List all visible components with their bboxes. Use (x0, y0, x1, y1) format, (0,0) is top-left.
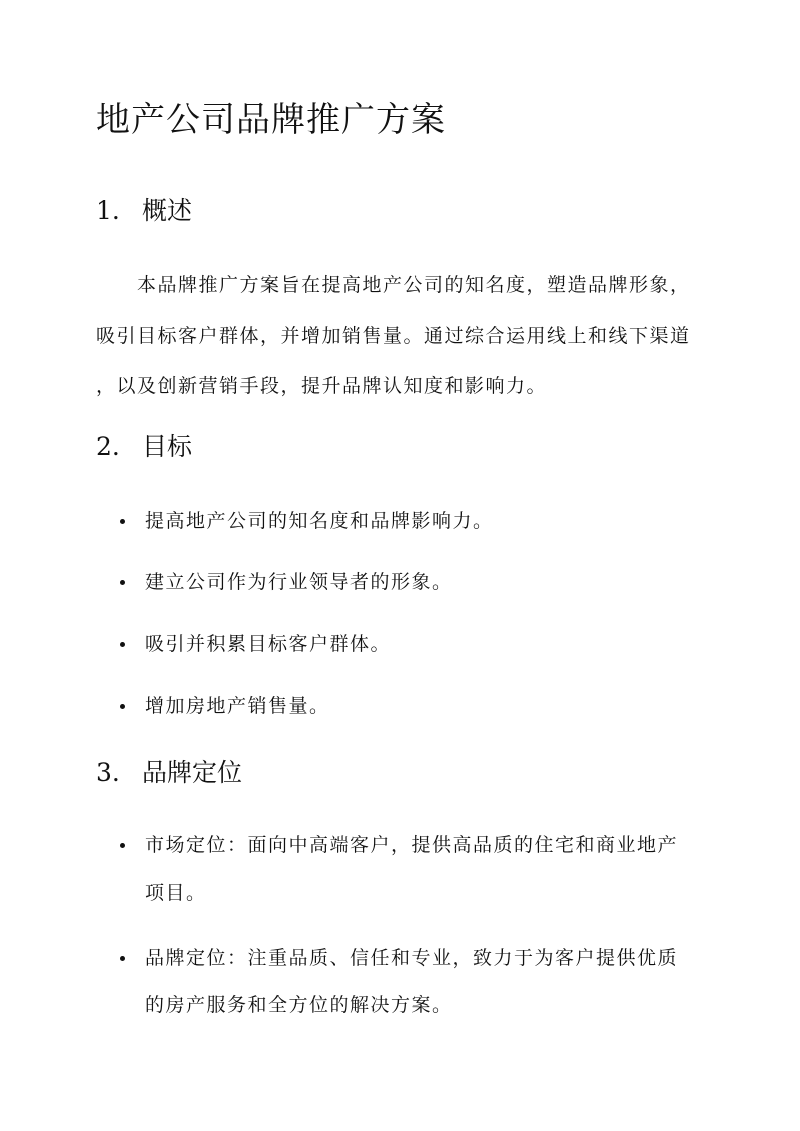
goal-item-4: 增加房地产销售量。 (145, 695, 330, 717)
overview-paragraph-line-3: ，以及创新营销手段，提升品牌认知度和影响力。 (96, 375, 548, 397)
bullet-icon (120, 843, 125, 848)
goal-item-1: 提高地产公司的知名度和品牌影响力。 (145, 510, 494, 532)
section-number: 1. (96, 196, 120, 225)
bullet-icon (120, 519, 125, 524)
goal-item-3: 吸引并积累目标客户群体。 (145, 633, 392, 655)
section-title: 目标 (142, 432, 193, 461)
section-number: 3. (96, 758, 120, 787)
section-heading-goals (96, 430, 192, 464)
section-heading-brand-positioning (96, 756, 242, 790)
section-title: 品牌定位 (142, 758, 243, 787)
bullet-icon (120, 704, 125, 709)
section-number: 2. (96, 432, 120, 461)
document-title: 地产公司品牌推广方案 (96, 100, 446, 140)
section-heading-overview (96, 194, 192, 228)
positioning-item-1-line-2: 项目。 (145, 882, 207, 904)
positioning-item-2-line-2: 的房产服务和全方位的解决方案。 (145, 994, 453, 1016)
positioning-item-1-line-1: 市场定位：面向中高端客户，提供高品质的住宅和商业地产 (145, 834, 679, 856)
bullet-icon (120, 642, 125, 647)
positioning-item-2-line-1: 品牌定位：注重品质、信任和专业，致力于为客户提供优质 (145, 947, 679, 969)
goal-item-2: 建立公司作为行业领导者的形象。 (145, 571, 453, 593)
section-title: 概述 (142, 196, 193, 225)
overview-paragraph-line-1: 本品牌推广方案旨在提高地产公司的知名度，塑造品牌形象， (137, 274, 691, 296)
overview-paragraph-line-2: 吸引目标客户群体，并增加销售量。通过综合运用线上和线下渠道 (96, 325, 691, 347)
bullet-icon (120, 956, 125, 961)
bullet-icon (120, 580, 125, 585)
